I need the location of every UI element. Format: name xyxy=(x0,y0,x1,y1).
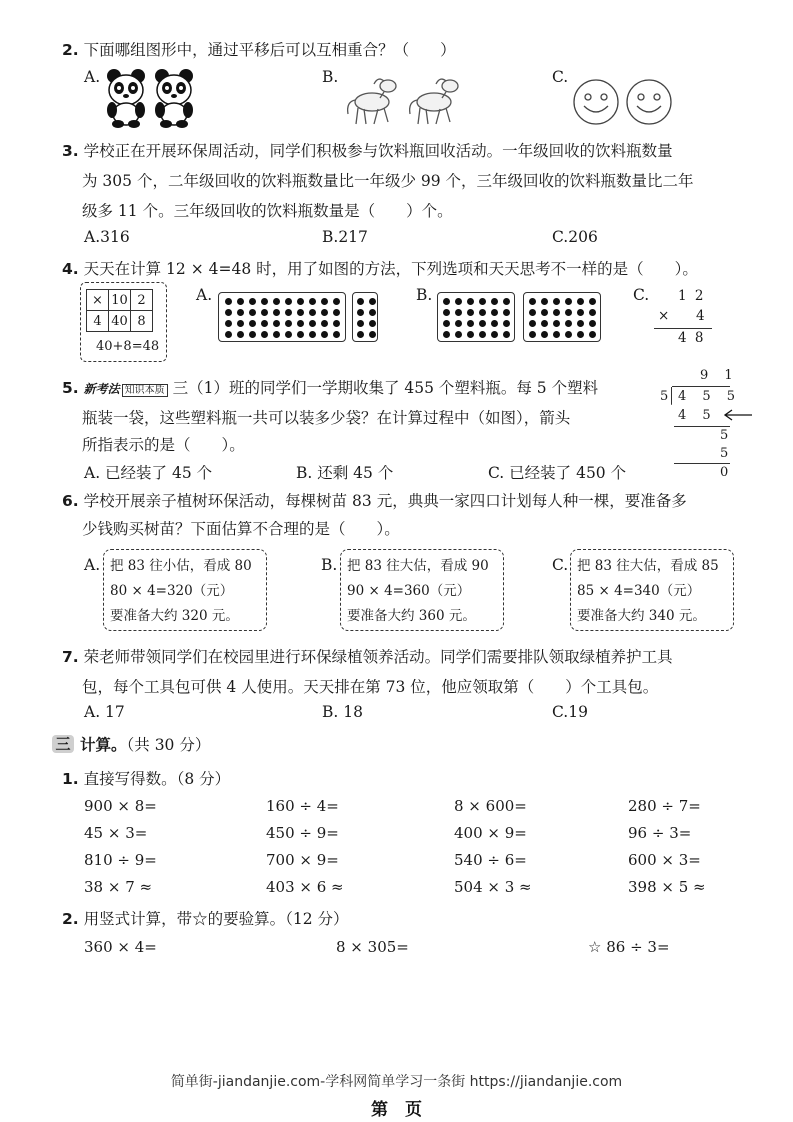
question-text-line: 学校正在开展环保周活动，同学们积极参与饮料瓶回收活动。一年级回收的饮料瓶数量 xyxy=(83,142,673,160)
multiplication-table xyxy=(86,289,153,332)
dot xyxy=(237,320,244,327)
option-c-label: C. xyxy=(552,68,569,86)
dot xyxy=(541,298,548,305)
tag-knowledge: 知识本质 xyxy=(122,384,168,397)
dot xyxy=(553,298,560,305)
option-a: A.316 xyxy=(84,228,130,246)
dot xyxy=(369,309,376,316)
dot xyxy=(249,309,256,316)
dot xyxy=(491,309,498,316)
calc-item: 450 ÷ 9= xyxy=(266,824,339,842)
dot xyxy=(479,320,486,327)
question-number: 1. xyxy=(62,770,79,788)
option-b-label: B. xyxy=(322,68,339,86)
table-sum: 40+8=48 xyxy=(96,339,160,354)
table-cell: 8 xyxy=(131,311,153,332)
question-5 xyxy=(62,376,598,398)
calc-part-1-title xyxy=(62,767,230,789)
dot xyxy=(333,331,340,338)
dot xyxy=(529,331,536,338)
dot xyxy=(369,298,376,305)
smiley-pair-icon xyxy=(572,78,676,128)
question-text: 天天在计算 12 × 4=48 时，用了如图的方法，下列选项和天天思考不一样的是（ ）。 xyxy=(83,260,698,278)
dot xyxy=(565,309,572,316)
dot xyxy=(249,331,256,338)
dot xyxy=(273,298,280,305)
dot xyxy=(479,309,486,316)
estimate-box-c xyxy=(570,549,734,631)
section-score: （共 30 分） xyxy=(126,736,211,754)
dot xyxy=(249,320,256,327)
dot xyxy=(333,309,340,316)
calc-part-2-title xyxy=(62,907,349,929)
dot xyxy=(455,331,462,338)
question-6 xyxy=(62,489,687,511)
long-division-figure xyxy=(656,366,756,482)
dot xyxy=(467,298,474,305)
estimate-line: 要准备大约 320 元。 xyxy=(110,608,239,624)
estimate-line: 把 83 往小估，看成 80 xyxy=(110,558,252,574)
dot xyxy=(467,331,474,338)
option-c: C. 已经装了 450 个 xyxy=(488,464,627,482)
page-number: 第 页 xyxy=(371,1100,422,1120)
table-cell: × xyxy=(87,290,109,311)
dot xyxy=(503,298,510,305)
division-step: 5 xyxy=(720,446,729,461)
dot xyxy=(225,320,232,327)
vertical-calc-item: 360 × 4= xyxy=(84,938,157,956)
dot xyxy=(541,331,548,338)
dot xyxy=(273,309,280,316)
dot xyxy=(443,320,450,327)
dot xyxy=(357,331,364,338)
question-text-line: 为 305 个，二年级回收的饮料瓶数量比一年级少 99 个，三年级回收的饮料瓶数量比二年 xyxy=(82,172,694,190)
dot xyxy=(577,298,584,305)
calc-item: 8 × 600= xyxy=(454,797,527,815)
divisor: 5 xyxy=(660,389,669,404)
dot xyxy=(589,331,596,338)
question-text-line: 所指表示的是（ ）。 xyxy=(82,436,245,454)
option-c-label: C. xyxy=(552,556,569,574)
dot xyxy=(491,331,498,338)
dot xyxy=(443,298,450,305)
dot xyxy=(273,331,280,338)
horse-pair-icon xyxy=(344,72,468,128)
table-cell: 40 xyxy=(109,311,131,332)
section-title xyxy=(80,733,210,755)
dot xyxy=(321,331,328,338)
dot xyxy=(553,320,560,327)
question-text-line: 包，每个工具包可供 4 人使用。天天排在第 73 位，他应领取第（ ）个工具包。 xyxy=(82,678,659,696)
estimate-line: 把 83 往大估，看成 90 xyxy=(347,558,489,574)
question-text: 用竖式计算，带☆的要验算。（12 分） xyxy=(83,910,349,928)
dot xyxy=(285,320,292,327)
multiplicand: 1 2 xyxy=(678,288,706,304)
dot xyxy=(225,298,232,305)
question-text-line: 级多 11 个。三年级回收的饮料瓶数量是（ ）个。 xyxy=(82,202,453,220)
option-a-label: A. xyxy=(196,286,213,304)
calc-item: 280 ÷ 7= xyxy=(628,797,701,815)
estimate-line: 把 83 往大估，看成 85 xyxy=(577,558,719,574)
dot xyxy=(309,320,316,327)
dot xyxy=(553,331,560,338)
option-b-label: B. xyxy=(321,556,338,574)
question-text: 直接写得数。（8 分） xyxy=(83,770,231,788)
question-text-line: 三（1）班的同学们一学期收集了 455 个塑料瓶。每 5 个塑料 xyxy=(172,379,599,397)
dot-array-2x4 xyxy=(352,292,378,342)
estimate-box-a xyxy=(103,549,267,631)
dot xyxy=(285,298,292,305)
dot xyxy=(503,331,510,338)
dot xyxy=(297,309,304,316)
dot xyxy=(261,309,268,316)
dot xyxy=(503,309,510,316)
question-text-line: 少钱购买树苗？下面估算不合理的是（ ）。 xyxy=(82,520,400,538)
question-text-line: 荣老师带领同学们在校园里进行环保绿植领养活动。同学们需要排队领取绿植养护工具 xyxy=(83,648,673,666)
dot xyxy=(309,298,316,305)
dot xyxy=(443,331,450,338)
calc-item: 398 × 5 ≈ xyxy=(628,878,706,896)
dot xyxy=(261,331,268,338)
option-b: B. 18 xyxy=(322,703,363,721)
question-7 xyxy=(62,645,673,667)
dot xyxy=(529,320,536,327)
tag-new-exam: 新考法 xyxy=(83,382,120,396)
arrow-left-icon xyxy=(722,409,754,421)
option-b: B. 还剩 45 个 xyxy=(296,464,394,482)
option-a: A. 17 xyxy=(84,703,125,721)
option-a: A. 已经装了 45 个 xyxy=(84,464,213,482)
dot xyxy=(565,320,572,327)
dot xyxy=(479,298,486,305)
method-figure xyxy=(80,282,167,362)
calc-item: 160 ÷ 4= xyxy=(266,797,339,815)
dot xyxy=(467,309,474,316)
dot xyxy=(541,309,548,316)
vertical-calc-item: ☆ 86 ÷ 3= xyxy=(588,938,670,956)
dot xyxy=(333,320,340,327)
dot xyxy=(297,331,304,338)
dot xyxy=(577,331,584,338)
dividend: 4 5 5 xyxy=(678,389,742,404)
calc-item: 900 × 8= xyxy=(84,797,157,815)
calc-item: 540 ÷ 6= xyxy=(454,851,527,869)
dot xyxy=(285,331,292,338)
dot xyxy=(529,309,536,316)
dot xyxy=(357,309,364,316)
multiplier: 4 xyxy=(696,308,705,324)
dot xyxy=(577,320,584,327)
section-badge: 三 xyxy=(52,735,74,753)
dot xyxy=(357,320,364,327)
dot xyxy=(443,309,450,316)
dot xyxy=(553,309,560,316)
dot xyxy=(309,309,316,316)
dot xyxy=(369,320,376,327)
dot xyxy=(491,320,498,327)
dot xyxy=(309,331,316,338)
dot xyxy=(237,309,244,316)
calc-item: 600 × 3= xyxy=(628,851,701,869)
dot xyxy=(357,298,364,305)
question-number: 4. xyxy=(62,260,79,278)
question-3 xyxy=(62,139,673,161)
calc-item: 504 × 3 ≈ xyxy=(454,878,532,896)
question-4 xyxy=(62,257,698,279)
question-number: 7. xyxy=(62,648,79,666)
question-number: 5. xyxy=(62,379,79,397)
option-c: C.19 xyxy=(552,703,588,721)
dot xyxy=(589,309,596,316)
dot xyxy=(273,320,280,327)
dot xyxy=(455,320,462,327)
estimate-line: 90 × 4=360（元） xyxy=(347,583,471,599)
footer-source: 简单街-jiandanjie.com-学科网简单学习一条街 https://jiandanjie.com xyxy=(170,1074,623,1090)
estimate-box-b xyxy=(340,549,504,631)
dot xyxy=(491,298,498,305)
calc-item: 400 × 9= xyxy=(454,824,527,842)
product: 4 8 xyxy=(678,330,706,346)
dot-array-6x4-right xyxy=(523,292,601,342)
dot xyxy=(321,309,328,316)
dot xyxy=(369,331,376,338)
option-c: C.206 xyxy=(552,228,598,246)
calc-item: 403 × 6 ≈ xyxy=(266,878,344,896)
section-title-text: 计算。 xyxy=(80,736,127,754)
dot xyxy=(249,298,256,305)
option-a-label: A. xyxy=(84,68,101,86)
question-2 xyxy=(62,38,456,60)
dot xyxy=(333,298,340,305)
vertical-multiplication xyxy=(652,288,714,348)
calc-item: 38 × 7 ≈ xyxy=(84,878,153,896)
dot xyxy=(297,320,304,327)
question-number: 2. xyxy=(62,41,79,59)
calc-item: 810 ÷ 9= xyxy=(84,851,157,869)
estimate-line: 80 × 4=320（元） xyxy=(110,583,234,599)
vertical-calc-item: 8 × 305= xyxy=(336,938,409,956)
division-step: 5 xyxy=(720,428,729,443)
dot xyxy=(261,320,268,327)
question-text-line: 瓶装一袋，这些塑料瓶一共可以装多少袋？在计算过程中（如图），箭头 xyxy=(82,409,571,427)
dot xyxy=(321,320,328,327)
dot-array-6x4-left xyxy=(437,292,515,342)
dot xyxy=(577,309,584,316)
panda-pair-icon xyxy=(102,66,198,128)
dot xyxy=(321,298,328,305)
question-number: 3. xyxy=(62,142,79,160)
calc-item: 96 ÷ 3= xyxy=(628,824,692,842)
table-cell: 10 xyxy=(109,290,131,311)
dot xyxy=(589,298,596,305)
division-step: 4 5 xyxy=(678,408,717,423)
dot xyxy=(589,320,596,327)
estimate-line: 要准备大约 340 元。 xyxy=(577,608,706,624)
dot xyxy=(285,309,292,316)
table-cell: 4 xyxy=(87,311,109,332)
dot xyxy=(565,331,572,338)
table-cell: 2 xyxy=(131,290,153,311)
dot xyxy=(225,309,232,316)
estimate-line: 85 × 4=340（元） xyxy=(577,583,701,599)
dot xyxy=(541,320,548,327)
dot xyxy=(479,331,486,338)
question-number: 2. xyxy=(62,910,79,928)
dot xyxy=(503,320,510,327)
dot-array-10x4 xyxy=(218,292,346,342)
dot xyxy=(237,298,244,305)
dot xyxy=(565,298,572,305)
calc-item: 45 × 3= xyxy=(84,824,148,842)
dot xyxy=(529,298,536,305)
option-a-label: A. xyxy=(84,556,101,574)
dot xyxy=(297,298,304,305)
estimate-line: 要准备大约 360 元。 xyxy=(347,608,476,624)
remainder: 0 xyxy=(720,465,729,480)
dot xyxy=(455,309,462,316)
quotient: 9 1 xyxy=(700,368,739,383)
question-text-line: 学校开展亲子植树环保活动，每棵树苗 83 元，典典一家四口计划每人种一棵，要准备多 xyxy=(83,492,687,510)
dot xyxy=(467,320,474,327)
option-b: B.217 xyxy=(322,228,368,246)
question-text: 下面哪组图形中，通过平移后可以互相重合？（ ） xyxy=(83,41,456,59)
dot xyxy=(225,331,232,338)
option-c-label: C. xyxy=(633,286,650,304)
dot xyxy=(237,331,244,338)
dot xyxy=(455,298,462,305)
multiply-sign: × xyxy=(658,308,670,324)
question-number: 6. xyxy=(62,492,79,510)
option-b-label: B. xyxy=(416,286,433,304)
dot xyxy=(261,298,268,305)
calc-item: 700 × 9= xyxy=(266,851,339,869)
